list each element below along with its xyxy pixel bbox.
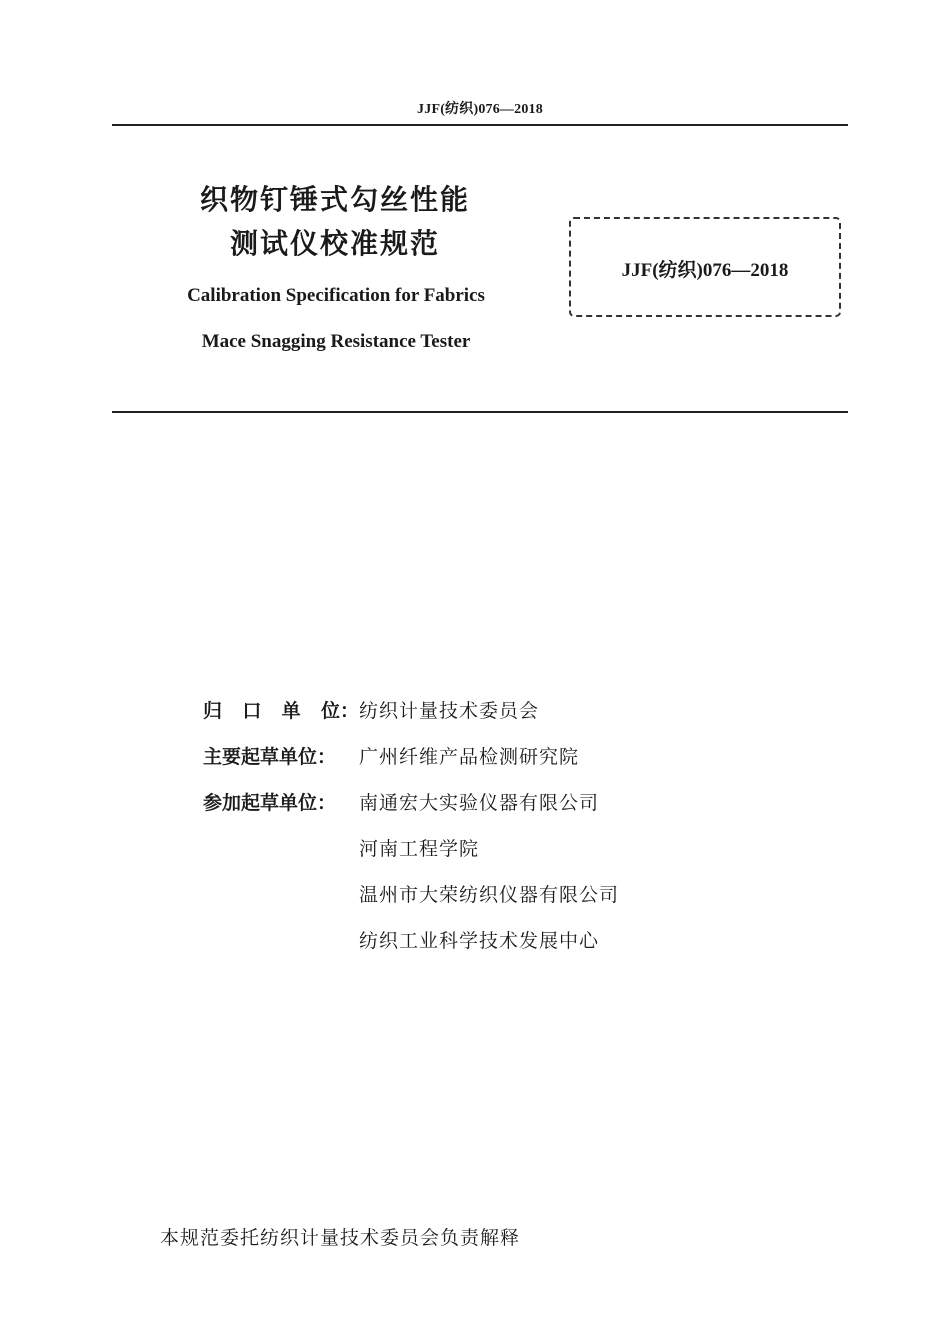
participating-drafter-value: 河南工程学院 [359, 838, 480, 860]
main-drafter-row [203, 744, 579, 770]
running-header-code: JJF(纺织)076—2018 [417, 102, 543, 117]
interpretation-note: 本规范委托纺织计量技术委员会负责解释 [160, 1227, 521, 1249]
responsible-label-char: 单 [281, 700, 301, 722]
title-chinese-line-2: 测试仪校准规范 [229, 227, 440, 260]
standard-code-box [569, 217, 841, 317]
participating-drafter-label: 参加起草单位： [203, 792, 337, 814]
responsible-unit-value: 纺织计量技术委员会 [359, 700, 540, 722]
participating-drafter-value: 温州市大荣纺织仪器有限公司 [359, 884, 620, 906]
main-drafter-label: 主要起草单位： [203, 746, 337, 768]
responsible-label-char: 位： [320, 700, 359, 722]
main-drafter-value: 广州纤维产品检测研究院 [359, 746, 580, 768]
participating-drafter-value: 南通宏大实验仪器有限公司 [359, 792, 600, 814]
responsible-label-char: 口 [242, 700, 262, 722]
responsible-unit-label [203, 698, 359, 724]
title-bottom-rule [112, 411, 848, 413]
header-rule [112, 124, 848, 126]
title-english-line-1: Calibration Specification for Fabrics [187, 285, 485, 306]
participating-drafter-row [203, 790, 599, 816]
title-english-line-2: Mace Snagging Resistance Tester [201, 331, 471, 352]
standard-code: JJF(纺织)076—2018 [621, 259, 789, 281]
title-chinese-line-1: 织物钉锤式勾丝性能 [199, 183, 470, 216]
responsible-unit-row [203, 698, 539, 724]
responsible-label-char: 归 [203, 700, 223, 722]
participating-drafter-value: 纺织工业科学技术发展中心 [359, 930, 600, 952]
